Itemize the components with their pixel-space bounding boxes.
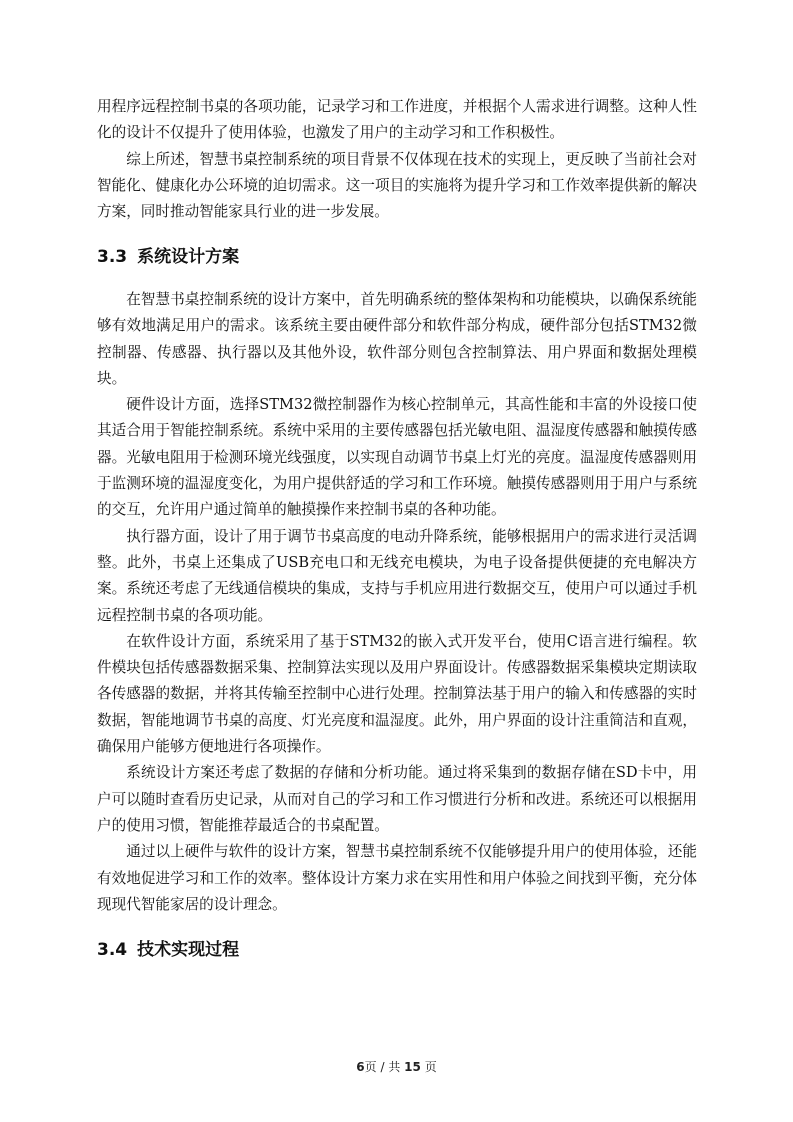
section-3-3-body [97,287,697,918]
page-number: 6 [356,1060,365,1074]
paragraph: 在智慧书桌控制系统的设计方案中，首先明确系统的整体架构和功能模块，以确保系统能够有效地满足用户的需求。该系统主要由硬件部分和软件部分构成，硬件部分包括STM32微控制器、传感器、执行器以及其他外设，软件部分则包含控制算法、用户界面和数据处理模块。 [97,291,697,387]
total-pages: 15 [404,1060,421,1074]
page-footer [0,1058,793,1075]
section-heading-3-3 [97,245,239,269]
page-suffix: 页 / 共 [364,1060,401,1074]
section-heading-3-4 [97,938,239,962]
paragraph: 通过以上硬件与软件的设计方案，智慧书桌控制系统不仅能够提升用户的使用体验，还能有效地促进学习和工作的效率。整体设计方案力求在实用性和用户体验之间找到平衡，充分体现现代智能家居的设计理念。 [97,843,697,913]
intro-block [97,94,697,225]
paragraph: 执行器方面，设计了用于调节书桌高度的电动升降系统，能够根据用户的需求进行灵活调整。此外，书桌上还集成了USB充电口和无线充电模块，为电子设备提供便捷的充电解决方案。系统还考虑了无线通信模块的集成，支持与手机应用进行数据交互，使用户可以通过手机远程控制书桌的各项功能。 [97,527,697,624]
paragraph: 硬件设计方面，选择STM32微控制器作为核心控制单元，其高性能和丰富的外设接口使其适合用于智能控制系统。系统中采用的主要传感器包括光敏电阻、温湿度传感器和触摸传感器。光敏电阻用于检测环境光线强度，以实现自动调节书桌上灯光的亮度。温湿度传感器则用于监测环境的温湿度变化，为用户提供舒适的学习和工作环境。触摸传感器则用于用户与系统的交互，允许用户通过简单的触摸操作来控制书桌的各种功能。 [97,396,697,519]
paragraph-continued: 用程序远程控制书桌的各项功能，记录学习和工作进度，并根据个人需求进行调整。这种人性化的设计不仅提升了使用体验，也激发了用户的主动学习和工作积极性。 [97,98,697,142]
section-title: 系统设计方案 [137,247,240,267]
section-title: 技术实现过程 [137,940,240,960]
total-suffix: 页 [424,1060,437,1074]
paragraph: 系统设计方案还考虑了数据的存储和分析功能。通过将采集到的数据存储在SD卡中，用户可以随时查看历史记录，从而对自己的学习和工作习惯进行分析和改进。系统还可以根据用户的使用习惯，智能推荐最适合的书桌配置。 [97,764,697,834]
section-number: 3.3 [97,247,128,267]
section-number: 3.4 [97,940,128,960]
paragraph: 在软件设计方面，系统采用了基于STM32的嵌入式开发平台，使用C语言进行编程。软件模块包括传感器数据采集、控制算法实现以及用户界面设计。传感器数据采集模块定期读取各传感器的数据，并将其传输至控制中心进行处理。控制算法基于用户的输入和传感器的实时数据，智能地调节书桌的高度、灯光亮度和温湿度。此外，用户界面的设计注重简洁和直观，确保用户能够方便地进行各项操作。 [97,632,697,756]
paragraph-summary: 综上所述，智慧书桌控制系统的项目背景不仅体现在技术的实现上，更反映了当前社会对智能化、健康化办公环境的迫切需求。这一项目的实施将为提升学习和工作效率提供新的解决方案，同时推动智能家具行业的进一步发展。 [97,150,697,221]
